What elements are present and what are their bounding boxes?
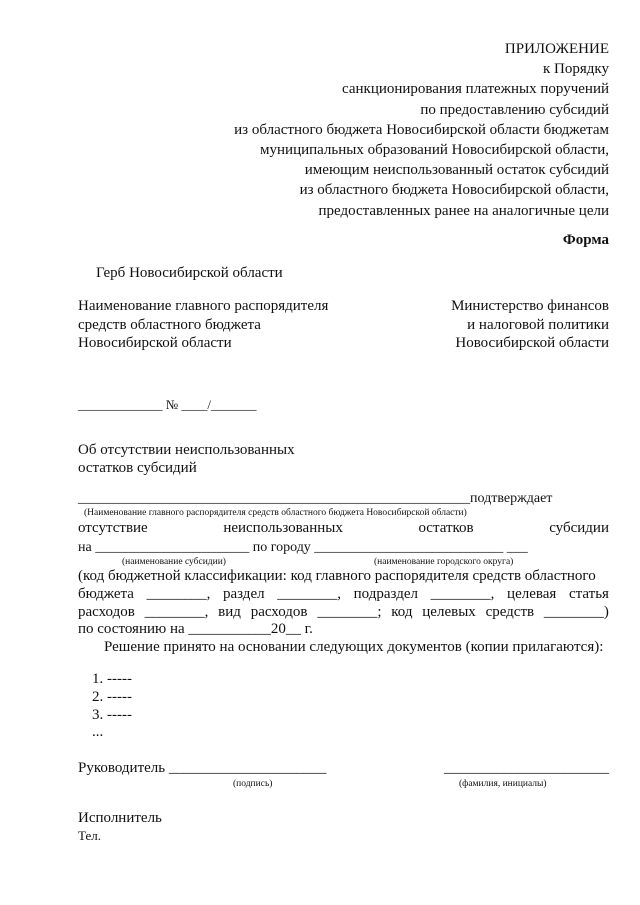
appendix-line: из областного бюджета Новосибирской области, (299, 182, 609, 199)
absence-word: субсидии (549, 520, 609, 536)
confirm-caption: (Наименование главного распорядителя средств областного бюджета Новосибирской области) (84, 508, 467, 518)
executor-phone: Тел. (78, 828, 101, 843)
document-item: 2. ----- (92, 689, 132, 705)
appendix-line: из областного бюджета Новосибирской области бюджетам (234, 121, 609, 138)
recipient-line: Министерство финансов (451, 298, 609, 314)
subsidy-district-line: на ______________________ по городу ___________________________ ___ (78, 540, 528, 555)
executor-label: Исполнитель (78, 810, 162, 826)
kbk-word: целевая (507, 586, 557, 602)
sender-line: Новосибирской области (78, 335, 232, 351)
appendix-line: по предоставлению субсидий (420, 101, 609, 118)
document-item: ... (92, 724, 104, 740)
kbk-word: средств (485, 604, 535, 620)
absence-line (78, 519, 609, 538)
kbk-word: ________, (146, 586, 211, 602)
kbk-word: расходов (250, 604, 308, 620)
kbk-word: расходов (78, 604, 135, 620)
name-caption: (фамилия, инициалы) (459, 779, 547, 789)
signature-caption: (подпись) (233, 779, 273, 789)
form-label: Форма (562, 232, 609, 248)
kbk-word: ________, (144, 604, 209, 620)
recipient-line: Новосибирской области (455, 335, 609, 351)
appendix-line: к Порядку (543, 61, 609, 78)
absence-word: неиспользованных (223, 520, 343, 536)
kbk-line: (код бюджетной классификации: код главного распорядителя средств областного (78, 568, 596, 584)
appendix-line: ПРИЛОЖЕНИЕ (504, 41, 609, 57)
appendix-line: санкционирования платежных поручений (342, 81, 609, 98)
coat-of-arms-label: Герб Новосибирской области (96, 265, 283, 281)
document-number-line: _____________ № ____/_______ (78, 397, 257, 412)
kbk-word: подраздел (353, 586, 418, 602)
kbk-word: целевых (422, 604, 476, 620)
subsidy-caption: (наименование субсидии) (122, 557, 226, 567)
subject-line: остатков субсидий (78, 460, 197, 476)
document-item: 3. ----- (92, 707, 132, 723)
kbk-line-2 (78, 585, 609, 604)
decision-text: Решение принято на основании следующих документов (копии прилагаются): (104, 639, 604, 655)
kbk-word: код (391, 604, 413, 620)
sender-line: средств областного бюджета (78, 317, 261, 333)
kbk-word: ________, (430, 586, 495, 602)
district-caption: (наименование городского округа) (374, 557, 514, 567)
kbk-word: ________, (277, 586, 341, 602)
kbk-word: бюджета (78, 586, 134, 602)
appendix-line: предоставленных ранее на аналогичные цели (318, 202, 609, 219)
kbk-word: ________; (317, 604, 382, 620)
absence-word: отсутствие (78, 520, 148, 536)
confirm-line: ________________________________________________________подтверждает (78, 491, 553, 506)
subject-line: Об отсутствии неиспользованных (78, 442, 295, 458)
head-signature-line: Руководитель _____________________ (78, 760, 327, 776)
appendix-line: имеющим неиспользованный остаток субсидий (304, 162, 609, 179)
head-name-line: ______________________ (444, 760, 609, 776)
recipient-line: и налоговой политики (467, 317, 609, 333)
appendix-line: муниципальных образований Новосибирской области, (260, 142, 609, 159)
kbk-word: ________) (543, 604, 609, 620)
appendix-header (234, 39, 609, 221)
date-line: по состоянию на ___________20__ г. (78, 621, 313, 637)
document-item: 1. ----- (92, 671, 132, 687)
kbk-word: раздел (223, 586, 265, 602)
absence-word: остатков (418, 520, 474, 536)
kbk-word: вид (218, 604, 241, 620)
sender-line: Наименование главного распорядителя (78, 298, 329, 314)
kbk-word: статья (568, 586, 609, 602)
